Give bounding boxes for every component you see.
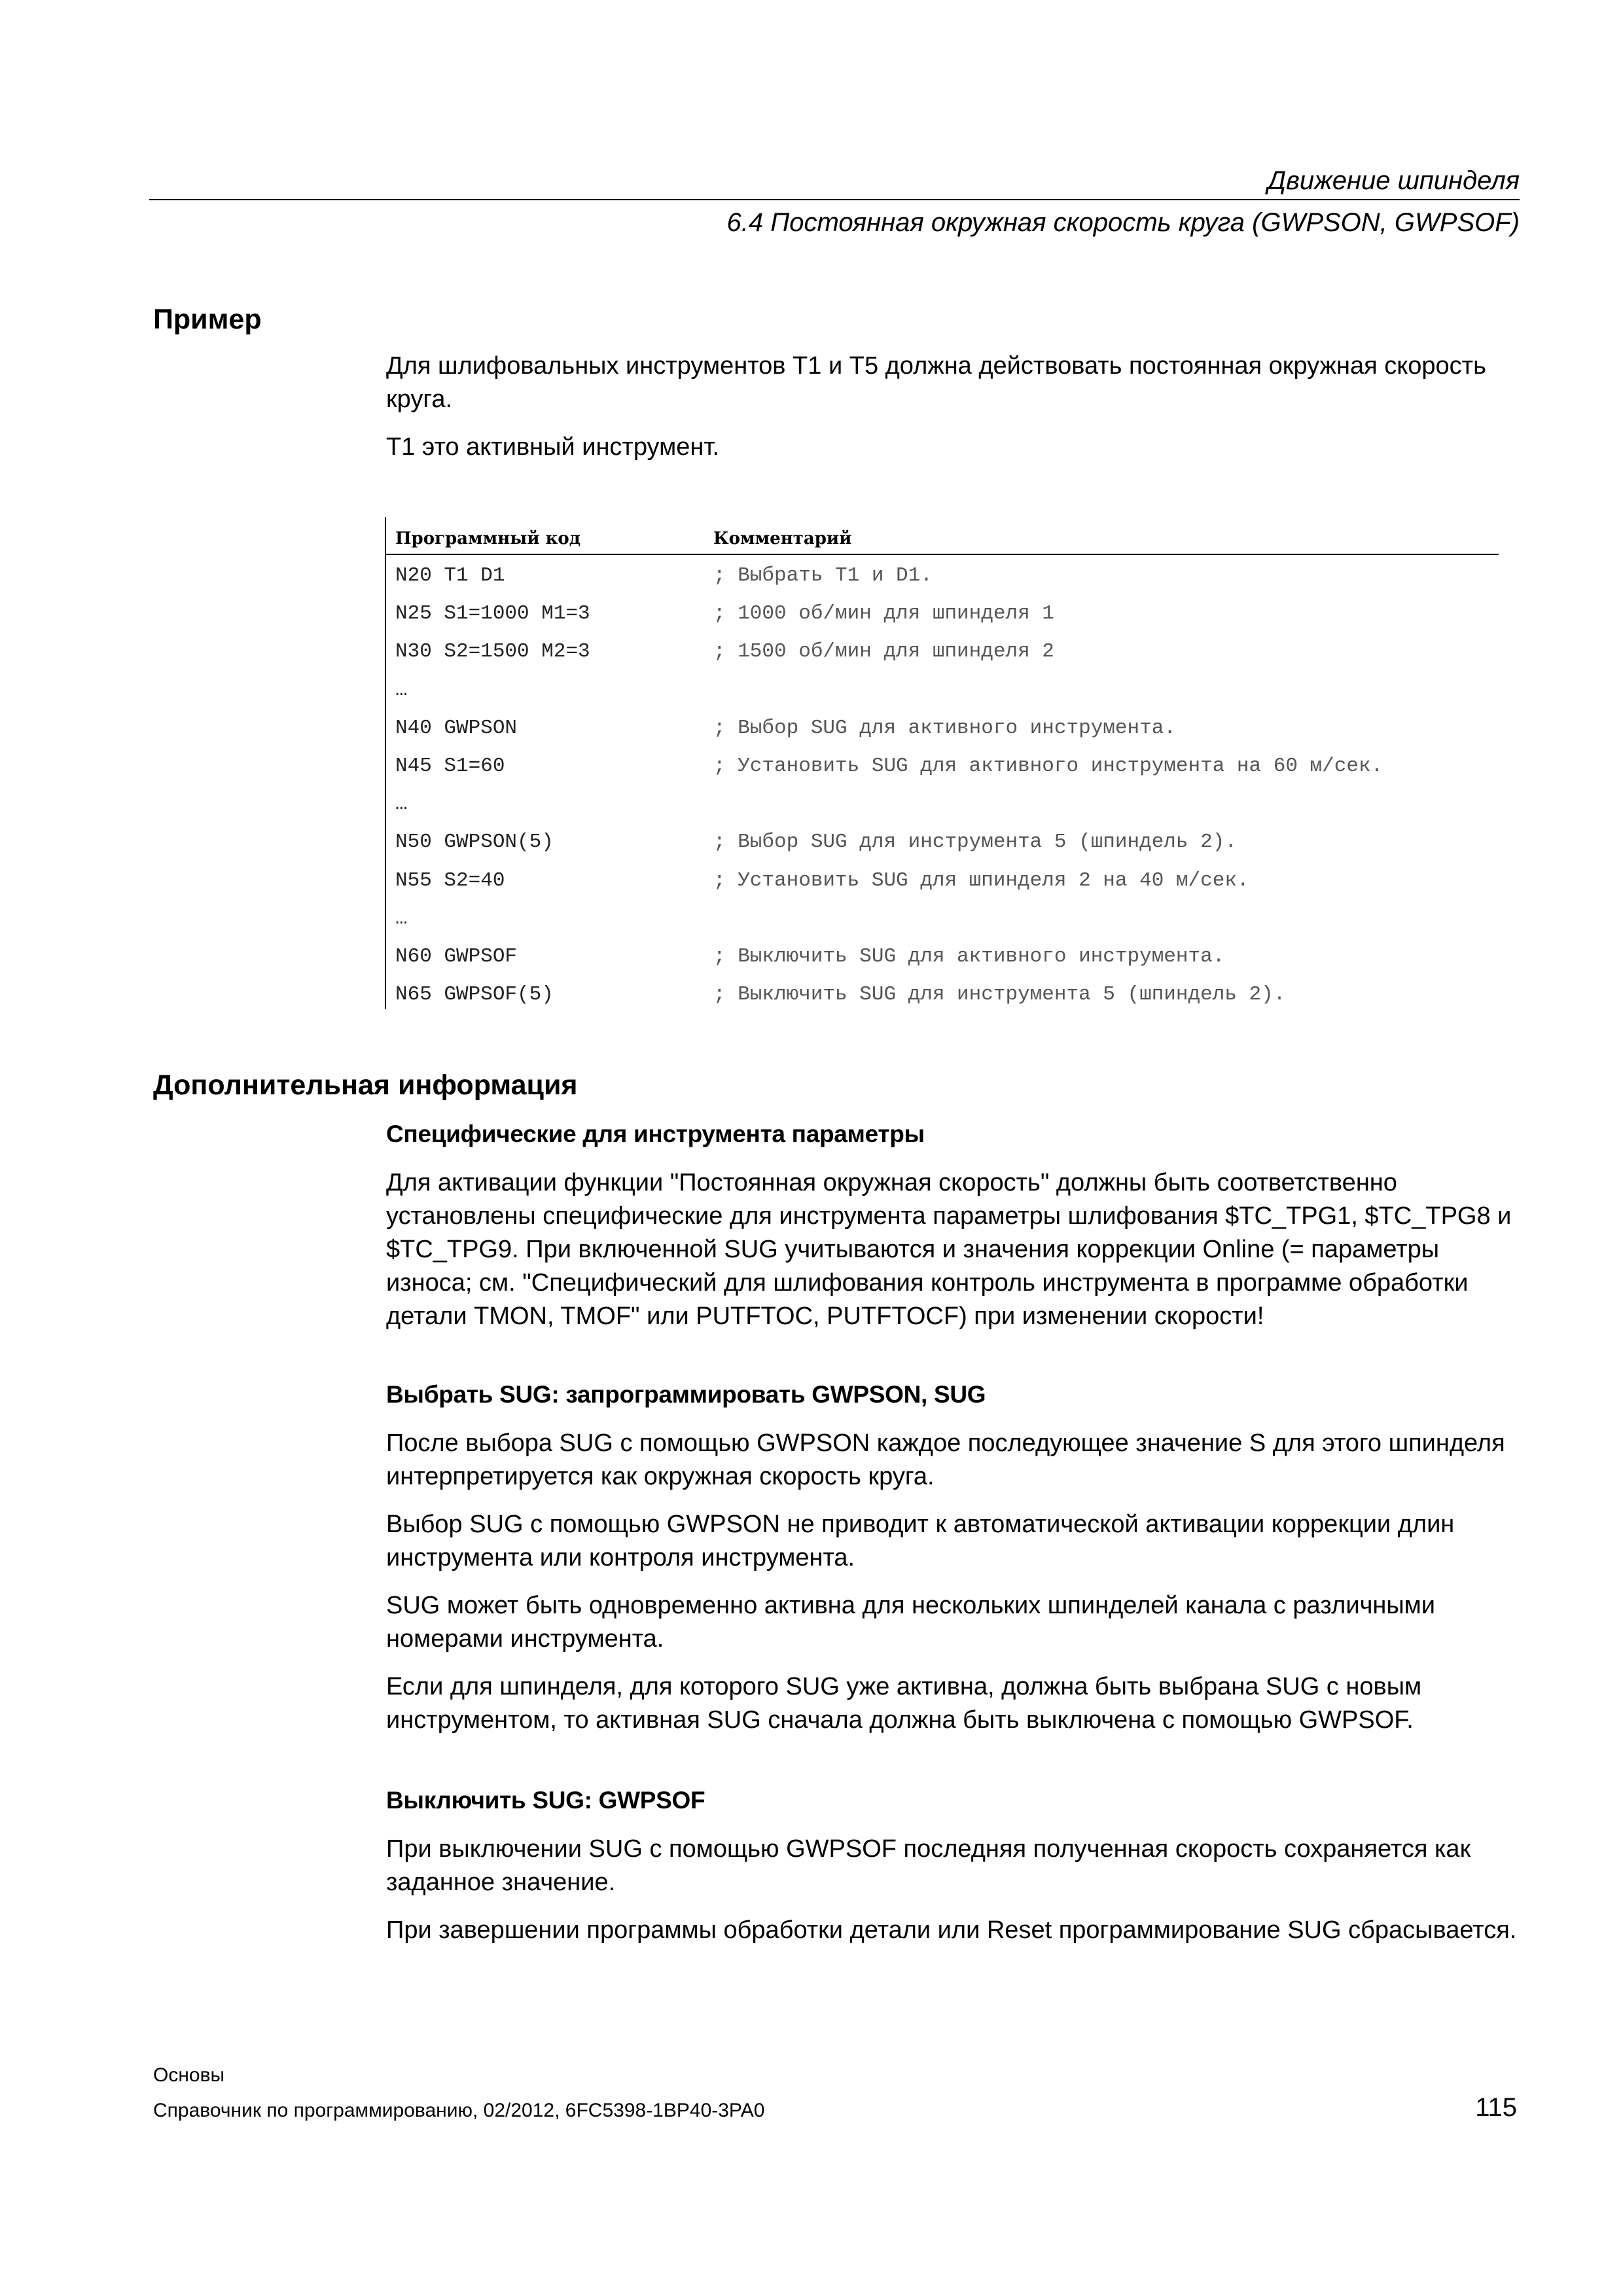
code-column-header: Программный код <box>395 529 581 548</box>
code-table-row <box>0 982 1623 1020</box>
select-sug-paragraph-2: Выбор SUG с помощью GWPSON не приводит к автоматической активации коррекции длин инструмента или контроля инструмента. <box>386 1511 1455 1571</box>
disable-sug-paragraph-2: При завершении программы обработки детали или Reset программирование SUG сбрасывается. <box>386 1916 1517 1944</box>
code-table-row <box>0 639 1623 677</box>
code-table-row <box>0 715 1623 753</box>
select-sug-paragraph-3: SUG может быть одновременно активна для нескольких шпинделей канала с различными номерами инструмента. <box>386 1592 1436 1653</box>
code-table-row <box>0 868 1623 906</box>
code-table-header-rule <box>385 554 1499 555</box>
code-comment: ; Установить SUG для шпинделя 2 на 40 м/сек. <box>713 869 1249 892</box>
code-comment: ; Выключить SUG для инструмента 5 (шпиндель 2). <box>713 983 1286 1007</box>
code-command: N50 GWPSON(5) <box>395 831 554 854</box>
additional-info-heading: Дополнительная информация <box>153 1069 578 1101</box>
disable-sug-heading: Выключить SUG: GWPSOF <box>386 1787 705 1814</box>
code-table-row <box>0 753 1623 791</box>
code-table-row <box>0 791 1623 829</box>
tool-params-heading: Специфические для инструмента параметры <box>386 1121 925 1147</box>
code-command: N45 S1=60 <box>395 755 505 778</box>
running-header-chapter: Движение шпинделя <box>1267 166 1520 195</box>
example-heading: Пример <box>153 304 262 335</box>
code-table-row <box>0 601 1623 639</box>
example-intro: Для шлифовальных инструментов T1 и T5 должна действовать постоянная окружная скорость круга. <box>386 352 1486 413</box>
code-comment: ; Выбор SUG для активного инструмента. <box>713 716 1176 740</box>
footer-reference: Справочник по программированию, 02/2012, 6FC5398-1BP40-3PA0 <box>153 2100 765 2121</box>
code-comment: ; 1000 об/мин для шпинделя 1 <box>713 602 1054 626</box>
code-command: N20 T1 D1 <box>395 564 505 587</box>
code-command: … <box>395 793 408 816</box>
code-table-row <box>0 944 1623 982</box>
code-table-row <box>0 563 1623 601</box>
header-rule <box>149 199 1520 200</box>
running-header-section: 6.4 Постоянная окружная скорость круга (GWPSON, GWPSOF) <box>726 208 1520 237</box>
example-active-tool: T1 это активный инструмент. <box>386 433 720 461</box>
code-table-row <box>0 677 1623 715</box>
code-comment: ; Выбрать T1 и D1. <box>713 564 933 587</box>
select-sug-paragraph-1: После выбора SUG с помощью GWPSON каждое последующее значение S для этого шпинделя интерпретируется как окружная скорость круга. <box>386 1429 1505 1490</box>
code-command: … <box>395 678 408 702</box>
tool-params-text: Для активации функции "Постоянная окружная скорость" должны быть соответственно установлены специфические для инструмента параметры шлифования $TC_TPG1, $TC_TPG8 и $TC_TPG9. При включенной SUG учитываются и значения коррекции Online (= параметры износа; см. "Специфический для шлифования контроль инструмента в программе обработки детали TMON, TMOF" или PUTFTOC, PUTFTOCF) при изменении скорости! <box>386 1169 1512 1330</box>
disable-sug-paragraph-1: При выключении SUG с помощью GWPSOF последняя полученная скорость сохраняется как заданное значение. <box>386 1835 1471 1896</box>
page-number: 115 <box>1475 2093 1517 2122</box>
code-command: N55 S2=40 <box>395 869 505 892</box>
code-comment: ; 1500 об/мин для шпинделя 2 <box>713 640 1054 664</box>
code-command: N60 GWPSOF <box>395 945 518 968</box>
code-command: … <box>395 906 408 930</box>
code-comment: ; Установить SUG для активного инструмента на 60 м/сек. <box>713 755 1383 778</box>
code-table-row <box>0 829 1623 867</box>
code-command: N30 S2=1500 M2=3 <box>395 640 590 664</box>
comment-column-header: Комментарий <box>713 529 852 548</box>
select-sug-heading: Выбрать SUG: запрограммировать GWPSON, SUG <box>386 1381 986 1408</box>
code-comment: ; Выбор SUG для инструмента 5 (шпиндель 2). <box>713 831 1237 854</box>
code-command: N40 GWPSON <box>395 716 518 740</box>
code-command: N25 S1=1000 M1=3 <box>395 602 590 626</box>
code-command: N65 GWPSOF(5) <box>395 983 554 1007</box>
code-table-row <box>0 906 1623 944</box>
code-comment: ; Выключить SUG для активного инструмента. <box>713 945 1225 968</box>
footer-title: Основы <box>153 2064 225 2086</box>
select-sug-paragraph-4: Если для шпинделя, для которого SUG уже активна, должна быть выбрана SUG с новым инструментом, то активная SUG сначала должна быть выключена с помощью GWPSOF. <box>386 1673 1422 1734</box>
